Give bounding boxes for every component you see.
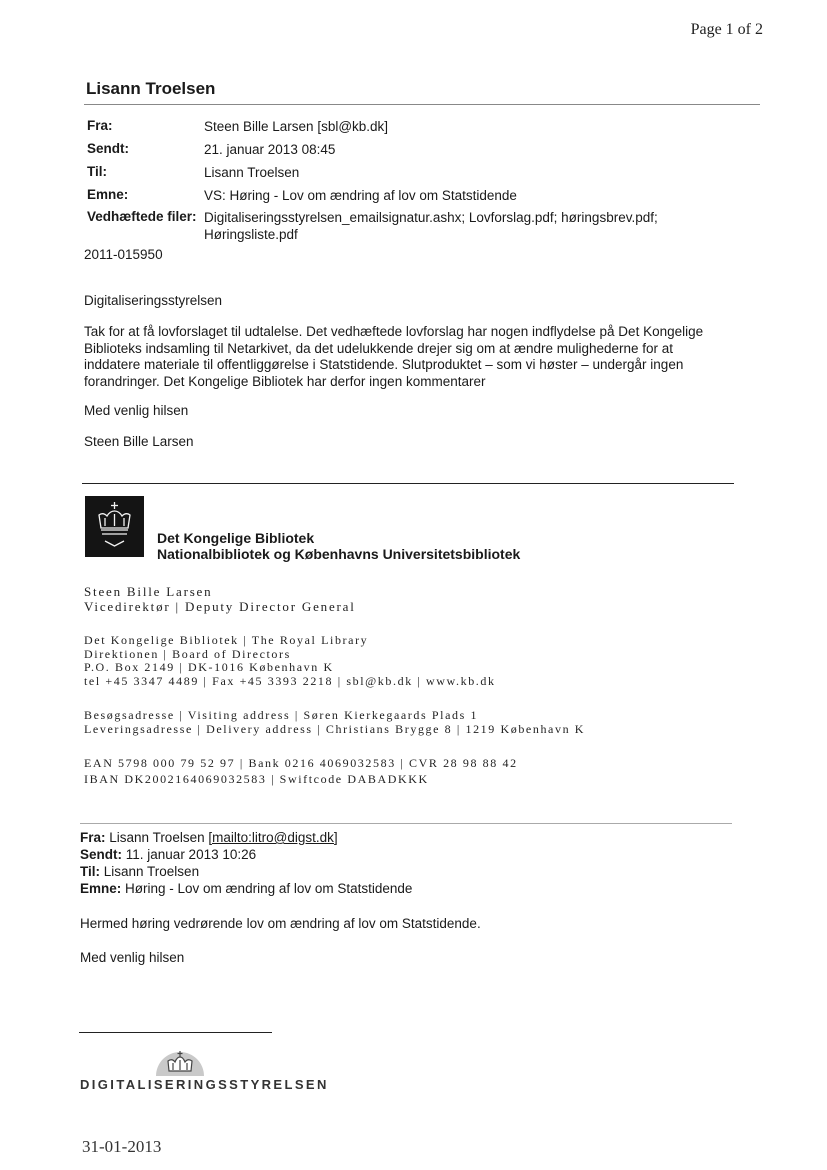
sig-address [84, 634, 496, 688]
forwarded-from-value: Lisann Troelsen [109, 830, 209, 845]
sig-address-line: Det Kongelige Bibliotek | The Royal Library [84, 633, 369, 647]
org-name-primary: Det Kongelige Bibliotek [157, 530, 315, 546]
body-paragraph [84, 324, 764, 390]
from-value: Steen Bille Larsen [sbl@kb.dk] [204, 119, 389, 134]
from-label: Fra: [87, 118, 113, 133]
forwarded-to [80, 864, 199, 881]
sig-name: Steen Bille Larsen [84, 584, 213, 599]
attachments-line-1[interactable]: Digitaliseringsstyrelsen_emailsignatur.ashx; Lovforslag.pdf; høringsbrev.pdf; [204, 210, 658, 225]
closing-text: Med venlig hilsen [84, 403, 189, 418]
forwarded-closing: Med venlig hilsen [80, 950, 185, 965]
agency-divider [79, 1032, 272, 1033]
forwarded-subject [80, 881, 412, 898]
org-name-secondary: Nationalbibliotek og Københavns Universitetsbibliotek [157, 546, 521, 562]
sig-visiting [84, 709, 585, 736]
attachments-label: Vedhæftede filer: [87, 209, 197, 224]
forwarded-mailto-link[interactable]: [mailto:litro@digst.dk] [208, 830, 338, 845]
page-number: Page 1 of 2 [690, 21, 763, 38]
recipient-line: Digitaliseringsstyrelsen [84, 293, 223, 308]
forwarded-sent [80, 847, 256, 864]
header-divider [84, 104, 760, 105]
sent-value: 21. januar 2013 08:45 [204, 142, 336, 157]
subject-value: VS: Høring - Lov om ændring af lov om Statstidende [204, 188, 517, 203]
sig-address-line: Direktionen | Board of Directors [84, 646, 291, 661]
to-label: Til: [87, 164, 107, 179]
body-paragraph-line: forandringer. Det Kongelige Bibliotek har derfor ingen kommentarer [84, 373, 486, 389]
to-value: Lisann Troelsen [204, 165, 300, 180]
sig-visit-line: Leveringsadresse | Delivery address | Christians Brygge 8 | 1219 København K [84, 721, 586, 736]
sent-label: Sendt: [87, 141, 129, 156]
forwarded-from [80, 830, 338, 847]
forwarded-body: Hermed høring vedrørende lov om ændring af lov om Statstidende. [80, 916, 481, 931]
sig-address-line: P.O. Box 2149 | DK-1016 København K [84, 660, 334, 674]
forward-divider [80, 823, 732, 824]
forwarded-subject-value: Høring - Lov om ændring af lov om Statstidende [125, 881, 413, 896]
sig-bank-line: EAN 5798 000 79 52 97 | Bank 0216 4069032583 | CVR 28 98 88 42 [84, 756, 518, 770]
crown-icon [85, 496, 144, 557]
sig-title: Vicedirektør | Deputy Director General [84, 599, 356, 614]
forwarded-sent-label: Sendt: [80, 847, 122, 862]
attachments-line-2[interactable]: Høringsliste.pdf [204, 227, 298, 242]
body-paragraph-line: Biblioteks indsamling til Netarkivet, da det udelukkende drejer sig om at ændre mulighederne for at [84, 340, 674, 356]
case-number: 2011-015950 [84, 247, 163, 262]
forwarded-from-label: Fra: [80, 830, 106, 845]
sig-contact-line[interactable]: tel +45 3347 4489 | Fax +45 3393 2218 | sbl@kb.dk | www.kb.dk [84, 673, 496, 688]
royal-library-logo [85, 496, 144, 557]
signature-divider [82, 483, 734, 484]
signature-name: Steen Bille Larsen [84, 434, 194, 449]
sig-visit-line: Besøgsadresse | Visiting address | Søren Kierkegaards Plads 1 [84, 708, 479, 722]
forwarded-subject-label: Emne: [80, 881, 122, 896]
body-paragraph-line: Tak for at få lovforslaget til udtalelse. Det vedhæftede lovforslag har nogen indflydelse på Det Kongelige [84, 324, 704, 339]
footer-date: 31-01-2013 [82, 1137, 162, 1156]
forwarded-to-label: Til: [80, 864, 100, 879]
crown-icon [152, 1046, 208, 1076]
subject-label: Emne: [87, 187, 129, 202]
forwarded-sent-value: 11. januar 2013 10:26 [125, 847, 257, 862]
sender-name: Lisann Troelsen [86, 79, 216, 98]
sig-bank [84, 755, 518, 787]
sig-bank-line: IBAN DK2002164069032583 | Swiftcode DABADKKK [84, 772, 429, 786]
agency-logo-text: DIGITALISERINGSSTYRELSEN [80, 1077, 329, 1092]
body-paragraph-line: inddatere materiale til offentliggørelse i Statstidende. Slutproduktet – som vi høster – undergår ingen [84, 357, 684, 372]
forwarded-to-value: Lisann Troelsen [103, 864, 200, 879]
